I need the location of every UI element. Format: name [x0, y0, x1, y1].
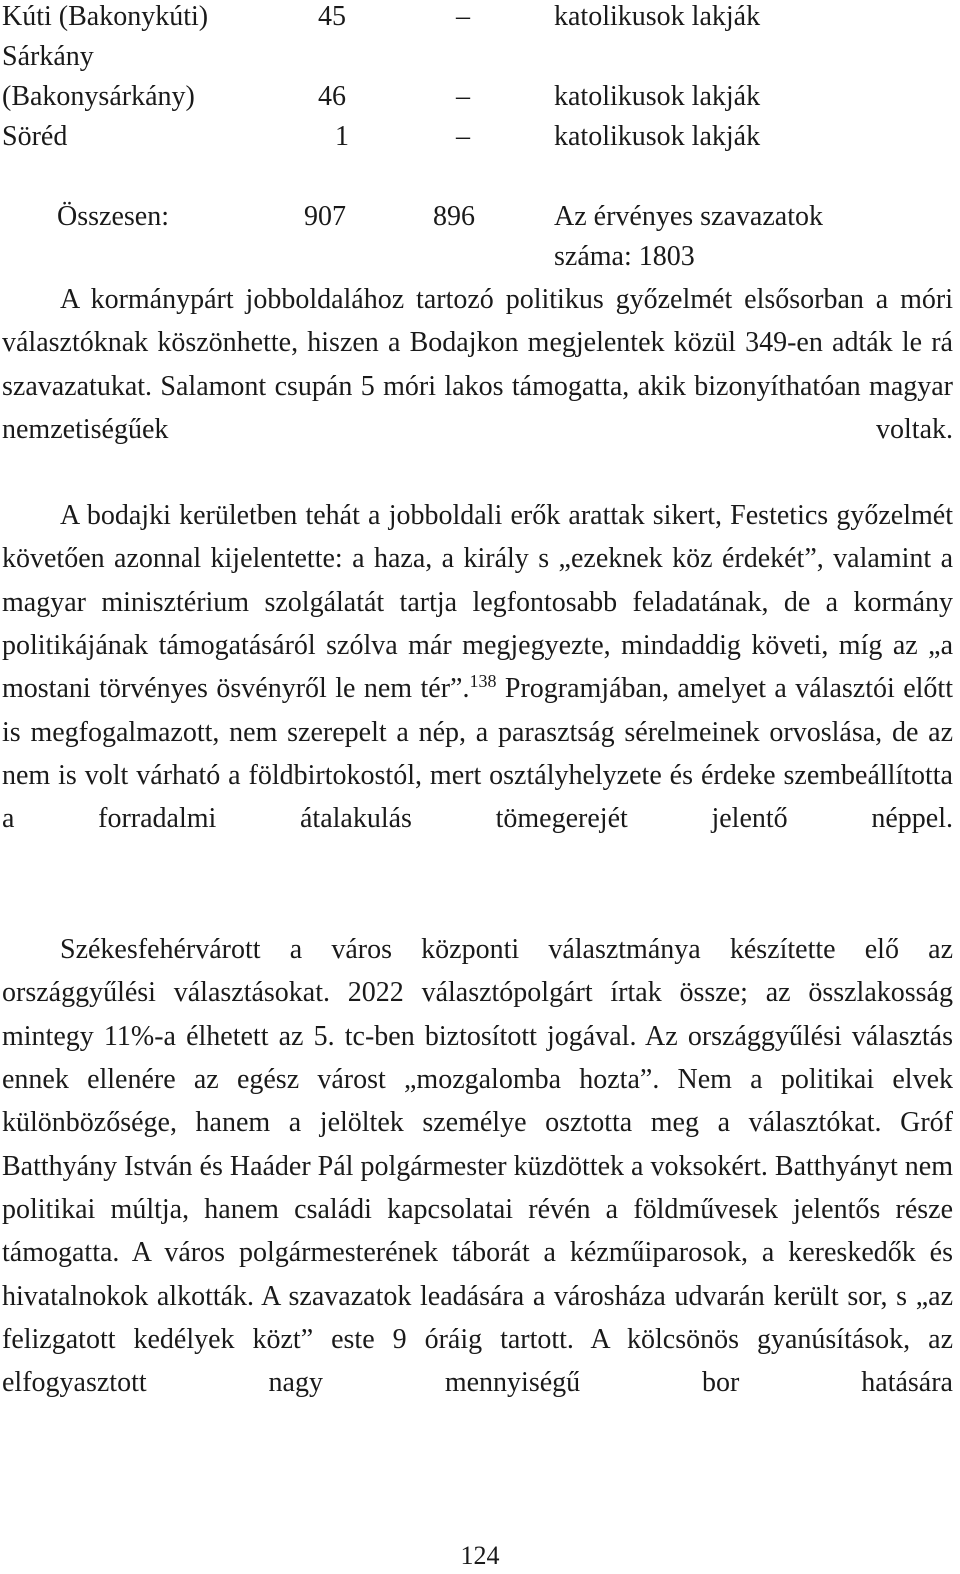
- place-name: Kúti (Bakonykúti): [2, 1, 209, 32]
- footnote-ref: 138: [469, 671, 497, 692]
- dash: –: [456, 81, 470, 112]
- vote-count: 45: [318, 1, 346, 32]
- table-row: [0, 37, 960, 77]
- dash: –: [456, 1, 470, 32]
- paragraph-2: [2, 494, 953, 841]
- place-name: (Bakonysárkány): [2, 81, 195, 112]
- valid-votes-note: Az érvényes szavazatok: [554, 201, 823, 232]
- place-name: Söréd: [2, 121, 68, 152]
- total-label: Összesen:: [57, 201, 169, 232]
- dash: –: [456, 121, 470, 152]
- total-value-a: 907: [304, 201, 346, 232]
- religion-note: katolikusok lakják: [554, 121, 761, 152]
- page-number: 124: [460, 1541, 500, 1570]
- paragraph-1: A kormánypárt jobboldalához tartozó politikus győzelmét elsősorban a móri választóknak köszönhette, hiszen a Bodajkon megjelentek közül 349-en adták le rá szavazatukat. Salamont csupán 5 móri lakos támogatta, akik bizonyíthatóan magyar nemzetiségűek voltak.: [2, 284, 953, 446]
- table-row: [0, 77, 960, 117]
- vote-count: 1: [335, 121, 349, 152]
- religion-note: katolikusok lakják: [554, 1, 761, 32]
- paragraph-2-text-cont: Programjában, amelyet a választói előtt is megfogalmazott, nem szerepelt a nép, a parasztság sérelmeinek orvoslása, de az nem is volt várható a földbirtokostól, mert osztályhelyzete és érdeke szembeállította a forradalmi átalakulás tömegerejét jelentő néppel.: [2, 673, 953, 835]
- total-row: [0, 197, 960, 237]
- vote-count: 46: [318, 81, 346, 112]
- table-row: [0, 117, 960, 157]
- total-row-continued: [0, 237, 960, 277]
- valid-votes-count: száma: 1803: [554, 241, 695, 272]
- paragraph-2-text: A bodajki kerületben tehát a jobboldali erők arattak sikert, Festetics győzelmét követően azonnal kijelentette: a haza, a király s „ezeknek köz érdekét”, valamint a magyar minisztérium szolgálatát tartja legfontosabb feladatának, de a kormány politikájának támogatásáról szólva már megjegyezte, mindaddig követi, míg az „a mostani törvényes ösvényről le nem tér”.: [2, 500, 953, 705]
- total-value-b: 896: [433, 201, 475, 232]
- paragraph-3: Székesfehérvárott a város központi választmánya készítette elő az országgyűlési választásokat. 2022 választópolgárt írtak össze; az összlakosság mintegy 11%-a élhetett az 5. tc-ben biztosított jogával. Az országgyűlési választás ennek ellenére az egész várost „mozgalomba hozta”. Nem a politikai elvek különbözősége, hanem a jelöltek személye osztotta meg a választókat. Gróf Batthyány István és Haáder Pál polgármester küzdöttek a voksokért. Batthyányt nem politikai múltja, hanem családi kapcsolatai révén a földművesek jelentős része támogatta. A város polgármesterének táborát a kézműiparosok, a kereskedők és hivatalnokok alkották. A szavazatok leadására a városháza udvarán került sor, s „az felizgatott kedélyek közt” este 9 óráig tartott. A kölcsönös gyanúsítások, az elfogyasztott nagy mennyiségű bor hatására: [2, 934, 953, 1399]
- table-row: [0, 0, 960, 37]
- religion-note: katolikusok lakják: [554, 81, 761, 112]
- place-name: Sárkány: [2, 41, 94, 72]
